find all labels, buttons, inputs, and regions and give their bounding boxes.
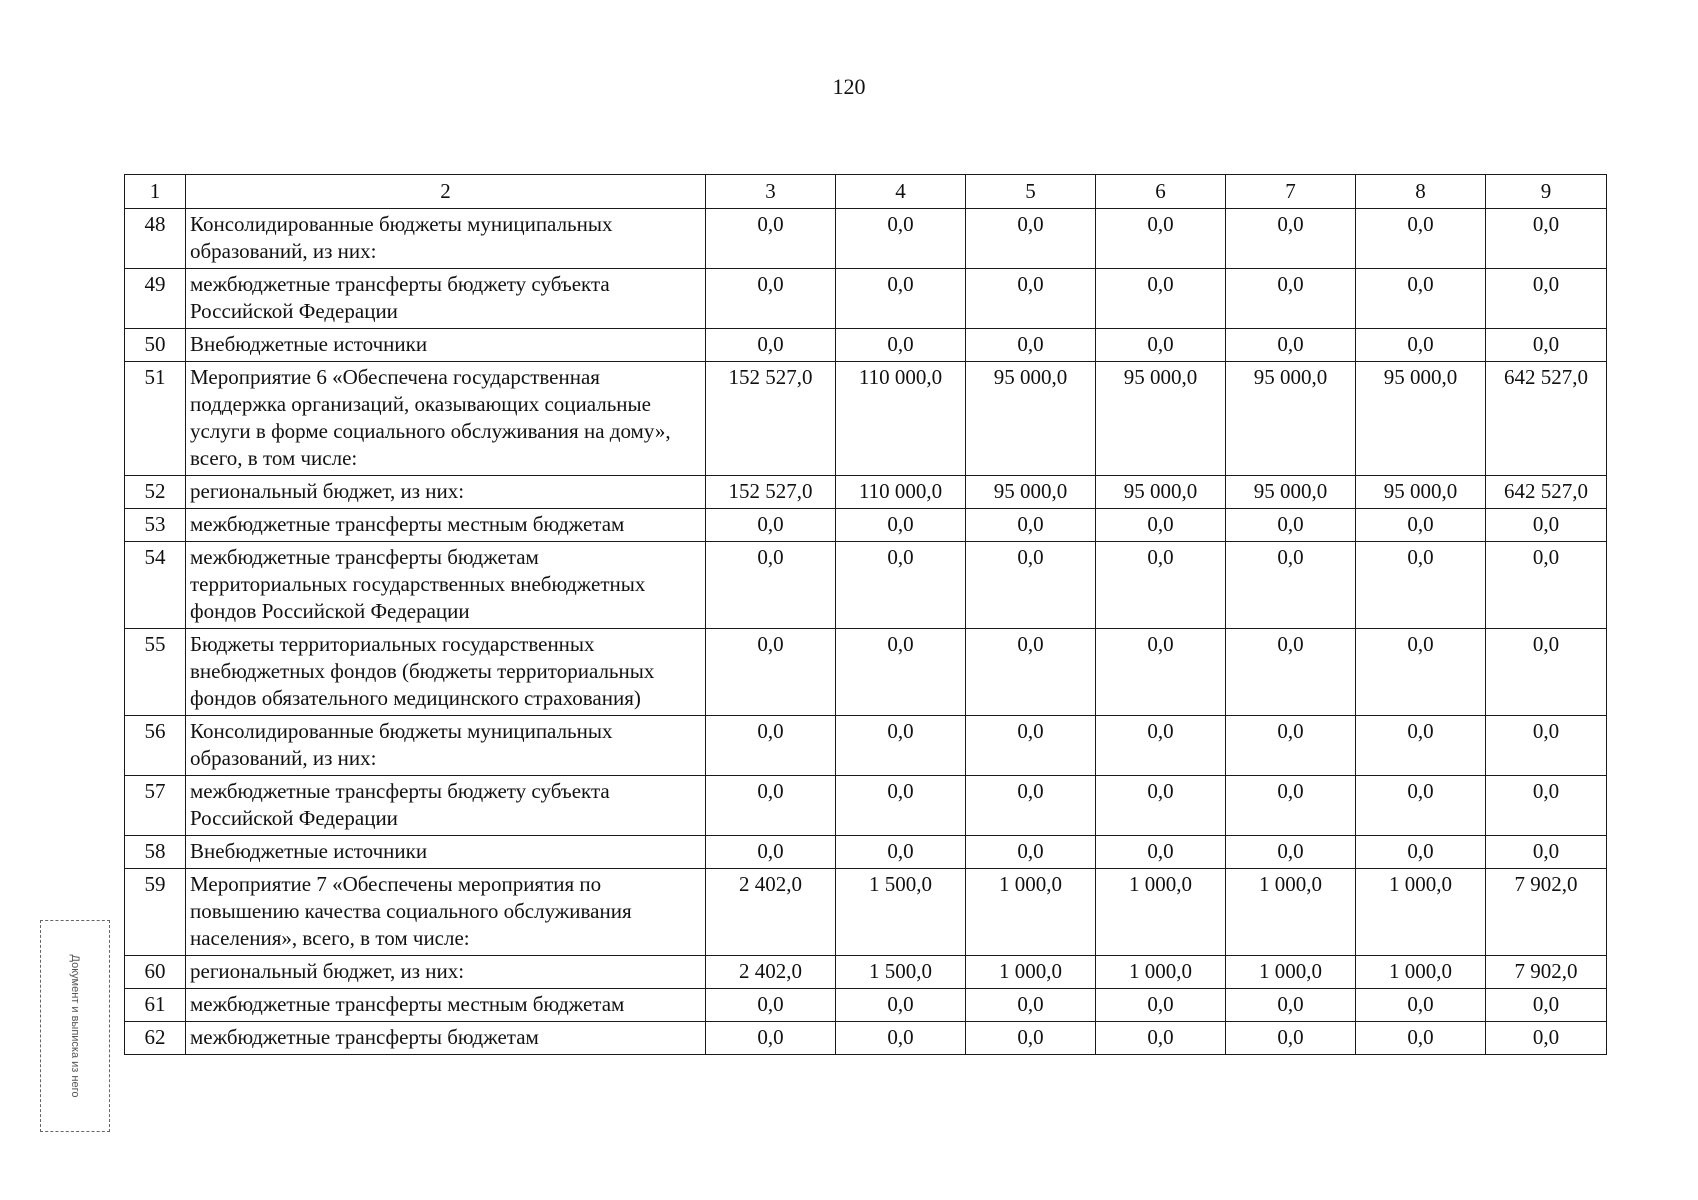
row-value: 0,0 — [1226, 989, 1356, 1022]
row-value: 0,0 — [1486, 836, 1607, 869]
row-value: 0,0 — [966, 329, 1096, 362]
row-value: 0,0 — [966, 269, 1096, 329]
row-value: 152 527,0 — [706, 476, 836, 509]
row-value: 2 402,0 — [706, 956, 836, 989]
row-value: 1 000,0 — [1096, 869, 1226, 956]
row-value: 0,0 — [966, 836, 1096, 869]
row-value: 0,0 — [1486, 209, 1607, 269]
row-value: 0,0 — [1356, 269, 1486, 329]
row-description: Внебюджетные источники — [186, 836, 706, 869]
row-value: 0,0 — [1356, 776, 1486, 836]
row-number: 50 — [125, 329, 186, 362]
row-value: 0,0 — [1226, 209, 1356, 269]
row-description: межбюджетные трансферты местным бюджетам — [186, 509, 706, 542]
row-value: 0,0 — [1096, 1022, 1226, 1055]
row-description: межбюджетные трансферты бюджету субъекта Российской Федерации — [186, 776, 706, 836]
table-row — [125, 476, 1607, 509]
row-description: Мероприятие 6 «Обеспечена государственная поддержка организаций, оказывающих социальные услуги в форме социального обслуживания на дому», всего, в том числе: — [186, 362, 706, 476]
row-value: 95 000,0 — [1226, 362, 1356, 476]
row-value: 0,0 — [1096, 269, 1226, 329]
row-value: 110 000,0 — [836, 476, 966, 509]
row-value: 7 902,0 — [1486, 956, 1607, 989]
side-stamp — [40, 920, 110, 1132]
table-row — [125, 716, 1607, 776]
column-header: 7 — [1226, 175, 1356, 209]
row-value: 0,0 — [966, 776, 1096, 836]
row-value: 0,0 — [1226, 329, 1356, 362]
row-value: 0,0 — [1356, 209, 1486, 269]
row-value: 152 527,0 — [706, 362, 836, 476]
row-value: 0,0 — [1226, 629, 1356, 716]
row-value: 0,0 — [706, 1022, 836, 1055]
row-value: 0,0 — [836, 209, 966, 269]
row-value: 0,0 — [1226, 509, 1356, 542]
column-header: 4 — [836, 175, 966, 209]
row-value: 0,0 — [1356, 836, 1486, 869]
table-row — [125, 776, 1607, 836]
row-value: 0,0 — [1486, 1022, 1607, 1055]
row-value: 1 000,0 — [966, 956, 1096, 989]
row-value: 0,0 — [836, 716, 966, 776]
row-value: 0,0 — [706, 269, 836, 329]
table-row — [125, 989, 1607, 1022]
row-value: 1 000,0 — [1356, 869, 1486, 956]
row-number: 51 — [125, 362, 186, 476]
row-value: 1 000,0 — [1226, 956, 1356, 989]
row-value: 0,0 — [836, 989, 966, 1022]
row-description: межбюджетные трансферты бюджету субъекта Российской Федерации — [186, 269, 706, 329]
row-value: 0,0 — [1096, 542, 1226, 629]
page-number: 120 — [832, 74, 866, 99]
table-row — [125, 329, 1607, 362]
row-value: 95 000,0 — [1096, 476, 1226, 509]
row-value: 1 000,0 — [1096, 956, 1226, 989]
row-value: 0,0 — [1096, 989, 1226, 1022]
row-value: 0,0 — [836, 836, 966, 869]
row-description: Мероприятие 7 «Обеспечены мероприятия по повышению качества социального обслуживания населения», всего, в том числе: — [186, 869, 706, 956]
row-value: 0,0 — [1356, 629, 1486, 716]
row-value: 0,0 — [1096, 629, 1226, 716]
row-description: межбюджетные трансферты бюджетам территориальных государственных внебюджетных фондов Российской Федерации — [186, 542, 706, 629]
row-value: 0,0 — [1486, 269, 1607, 329]
row-value: 0,0 — [1356, 329, 1486, 362]
row-value: 1 000,0 — [1226, 869, 1356, 956]
table-row — [125, 629, 1607, 716]
row-value: 0,0 — [706, 836, 836, 869]
row-value: 0,0 — [836, 269, 966, 329]
row-value: 0,0 — [966, 542, 1096, 629]
row-value: 0,0 — [1096, 776, 1226, 836]
row-value: 0,0 — [836, 329, 966, 362]
row-value: 0,0 — [836, 629, 966, 716]
side-stamp-text: Документ и выписка из него — [69, 954, 81, 1098]
row-value: 0,0 — [1486, 509, 1607, 542]
row-description: Консолидированные бюджеты муниципальных образований, из них: — [186, 716, 706, 776]
table-row — [125, 836, 1607, 869]
row-value: 0,0 — [1226, 776, 1356, 836]
row-value: 0,0 — [836, 542, 966, 629]
row-value: 0,0 — [966, 1022, 1096, 1055]
table-row — [125, 869, 1607, 956]
row-value: 0,0 — [966, 629, 1096, 716]
budget-table — [124, 174, 1607, 1055]
row-value: 95 000,0 — [966, 476, 1096, 509]
row-value: 0,0 — [1356, 716, 1486, 776]
table-row — [125, 956, 1607, 989]
row-value: 0,0 — [706, 716, 836, 776]
row-number: 53 — [125, 509, 186, 542]
column-header: 1 — [125, 175, 186, 209]
table-row — [125, 269, 1607, 329]
row-value: 110 000,0 — [836, 362, 966, 476]
row-number: 57 — [125, 776, 186, 836]
row-value: 0,0 — [1486, 716, 1607, 776]
row-value: 0,0 — [1356, 1022, 1486, 1055]
row-value: 0,0 — [706, 509, 836, 542]
row-number: 56 — [125, 716, 186, 776]
row-value: 0,0 — [706, 542, 836, 629]
row-number: 52 — [125, 476, 186, 509]
row-value: 0,0 — [706, 629, 836, 716]
row-value: 642 527,0 — [1486, 476, 1607, 509]
row-value: 0,0 — [966, 989, 1096, 1022]
row-value: 7 902,0 — [1486, 869, 1607, 956]
row-value: 0,0 — [1096, 509, 1226, 542]
row-description: Консолидированные бюджеты муниципальных образований, из них: — [186, 209, 706, 269]
row-value: 2 402,0 — [706, 869, 836, 956]
row-value: 95 000,0 — [1356, 362, 1486, 476]
row-value: 95 000,0 — [966, 362, 1096, 476]
row-value: 1 000,0 — [1356, 956, 1486, 989]
row-number: 62 — [125, 1022, 186, 1055]
row-description: межбюджетные трансферты бюджетам — [186, 1022, 706, 1055]
table-row — [125, 362, 1607, 476]
row-value: 0,0 — [1486, 329, 1607, 362]
row-value: 0,0 — [836, 1022, 966, 1055]
row-value: 95 000,0 — [1226, 476, 1356, 509]
row-value: 0,0 — [1356, 989, 1486, 1022]
row-value: 0,0 — [1226, 836, 1356, 869]
column-header: 9 — [1486, 175, 1607, 209]
column-header: 6 — [1096, 175, 1226, 209]
table-row — [125, 209, 1607, 269]
row-number: 48 — [125, 209, 186, 269]
row-value: 1 500,0 — [836, 956, 966, 989]
row-description: межбюджетные трансферты местным бюджетам — [186, 989, 706, 1022]
row-number: 54 — [125, 542, 186, 629]
column-header: 2 — [186, 175, 706, 209]
row-value: 0,0 — [706, 209, 836, 269]
table-row — [125, 542, 1607, 629]
table-row — [125, 1022, 1607, 1055]
row-value: 0,0 — [1356, 509, 1486, 542]
table-header-row — [125, 175, 1607, 209]
row-number: 59 — [125, 869, 186, 956]
row-value: 0,0 — [1226, 716, 1356, 776]
row-description: Бюджеты территориальных государственных внебюджетных фондов (бюджеты территориальных фондов обязательного медицинского страхования) — [186, 629, 706, 716]
row-number: 61 — [125, 989, 186, 1022]
row-number: 60 — [125, 956, 186, 989]
row-value: 0,0 — [1096, 836, 1226, 869]
row-description: региональный бюджет, из них: — [186, 476, 706, 509]
row-value: 1 500,0 — [836, 869, 966, 956]
row-value: 0,0 — [1226, 1022, 1356, 1055]
row-value: 0,0 — [1486, 776, 1607, 836]
row-value: 642 527,0 — [1486, 362, 1607, 476]
row-value: 0,0 — [1226, 269, 1356, 329]
column-header: 8 — [1356, 175, 1486, 209]
table-row — [125, 509, 1607, 542]
row-value: 0,0 — [706, 989, 836, 1022]
row-value: 0,0 — [1356, 542, 1486, 629]
row-value: 0,0 — [966, 209, 1096, 269]
row-value: 0,0 — [1486, 989, 1607, 1022]
column-header: 5 — [966, 175, 1096, 209]
row-value: 0,0 — [706, 329, 836, 362]
row-value: 0,0 — [1486, 629, 1607, 716]
row-description: региональный бюджет, из них: — [186, 956, 706, 989]
row-value: 0,0 — [966, 509, 1096, 542]
row-value: 95 000,0 — [1356, 476, 1486, 509]
row-number: 49 — [125, 269, 186, 329]
row-value: 0,0 — [966, 716, 1096, 776]
column-header: 3 — [706, 175, 836, 209]
row-value: 0,0 — [836, 509, 966, 542]
row-value: 0,0 — [836, 776, 966, 836]
row-value: 1 000,0 — [966, 869, 1096, 956]
row-value: 0,0 — [1226, 542, 1356, 629]
row-number: 58 — [125, 836, 186, 869]
row-value: 0,0 — [1486, 542, 1607, 629]
row-value: 0,0 — [706, 776, 836, 836]
row-value: 95 000,0 — [1096, 362, 1226, 476]
row-description: Внебюджетные источники — [186, 329, 706, 362]
row-number: 55 — [125, 629, 186, 716]
row-value: 0,0 — [1096, 209, 1226, 269]
row-value: 0,0 — [1096, 329, 1226, 362]
row-value: 0,0 — [1096, 716, 1226, 776]
